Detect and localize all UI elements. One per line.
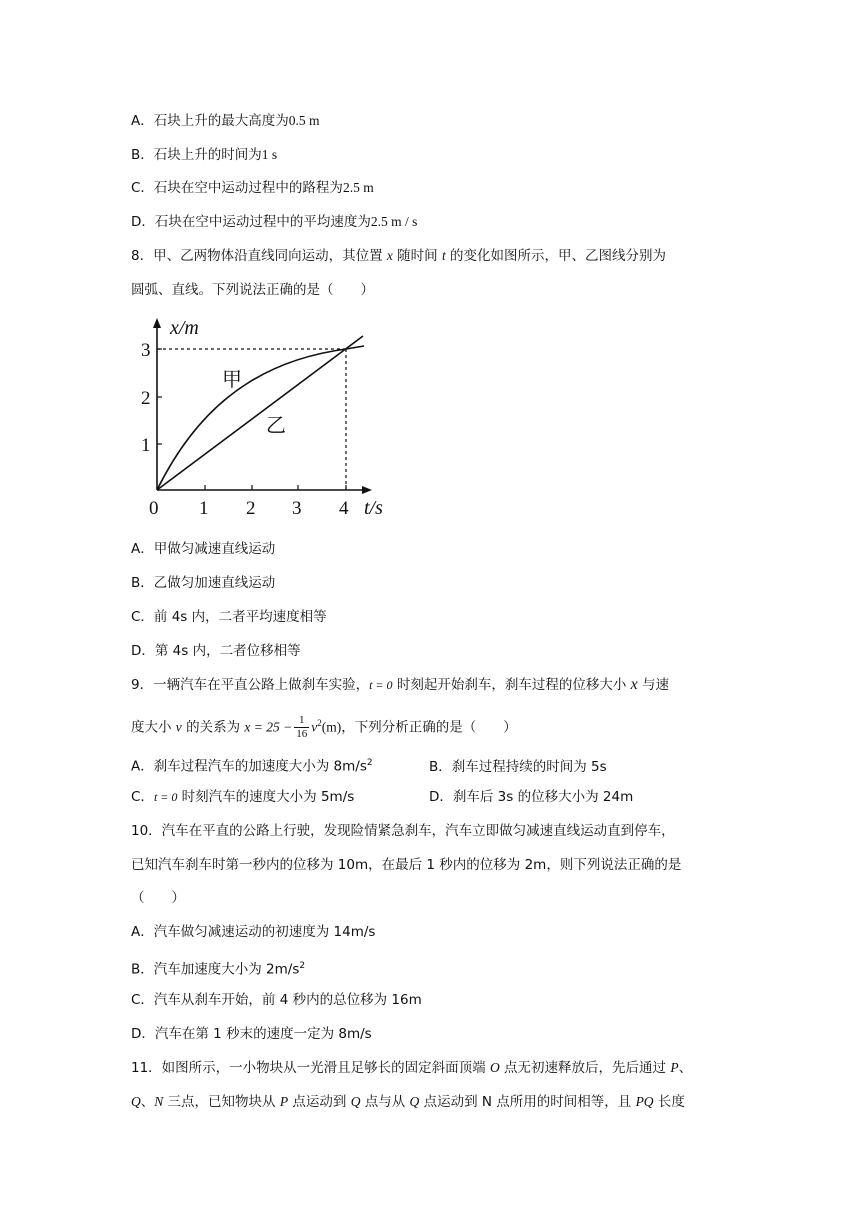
curve-jia-label: 甲 — [222, 369, 242, 391]
q9-equation-left: x = 25 − — [244, 719, 293, 735]
q7-option-b-value: 1 s — [261, 147, 278, 162]
q8-option-b: B．乙做匀加速直线运动 — [131, 575, 276, 591]
curve-jia — [157, 346, 364, 490]
x-tick-label-4: 4 — [339, 498, 349, 519]
q9-equation-fraction: $\frac{1}{16}$ — [296, 714, 308, 740]
q7-option-d-value: 2.5 m / s — [370, 214, 418, 229]
q10-stem-line1: 10．汽车在平直的公路上行驶，发现险情紧急刹车，汽车立即做匀减速直线运动直到停车， — [131, 823, 675, 839]
q9-option-c: C．t = 0 时刻汽车的速度大小为 5m/s — [131, 789, 355, 805]
q8-option-c: C．前 4s 内，二者平均速度相等 — [131, 609, 327, 625]
q10-stem-line3: （ ） — [131, 890, 185, 906]
q9-option-d: D．刹车后 3s 的位移大小为 24m — [429, 789, 634, 805]
x-tick-label-1: 1 — [199, 498, 209, 519]
y-tick-label-1: 1 — [141, 435, 151, 456]
x-tick-label-0: 0 — [149, 498, 159, 519]
q10-option-a: A．汽车做匀减速运动的初速度为 14m/s — [131, 924, 376, 940]
line-yi-label: 乙 — [266, 415, 286, 437]
q8-stem-line1: 8．甲、乙两物体沿直线同向运动，其位置 x 随时间 t 的变化如图所示，甲、乙图线分别为 — [131, 248, 667, 264]
q10-option-b: B．汽车加速度大小为 $2m/s^2$ — [131, 961, 306, 978]
q9-option-b: B．刹车过程持续的时间为 5s — [429, 758, 607, 775]
q11-stem-line2: Q、N 三点，已知物块从 P 点运动到 Q 点与从 Q 点运动到 N 点所用的时间相等，且 PQ 长度 — [131, 1094, 685, 1110]
q9-options-row2 — [131, 787, 633, 807]
y-tick-label-3: 3 — [141, 340, 151, 361]
q10-option-c: C．汽车从刹车开始，前 4 秒内的总位移为 16m — [131, 992, 422, 1008]
q10-option-d: D．汽车在第 1 秒末的速度一定为 8m/s — [131, 1026, 372, 1042]
q8-position-time-graph — [138, 312, 398, 522]
q9-stem-line2: 度大小 v 的关系为 x = 25 − $\frac{1}{16}$ $v^2(m)$，下列分析正确的是（ ） — [131, 714, 517, 740]
q10-stem-line2: 已知汽车刹车时第一秒内的位移为 10m，在最后 1 秒内的位移为 2m，则下列说法正确的是 — [131, 857, 682, 873]
q8-option-d: D．第 4s 内，二者位移相等 — [131, 643, 301, 659]
y-tick-label-2: 2 — [141, 388, 151, 409]
q9-stem-line1: 9．一辆汽车在平直公路上做刹车实验，t = 0 时刻起开始刹车，刹车过程的位移大小 x 与速 — [131, 676, 670, 693]
q7-option-a-value: 0.5 m — [288, 113, 320, 128]
q8-option-a: A．甲做匀减速直线运动 — [131, 541, 276, 557]
x-tick-label-3: 3 — [292, 498, 302, 519]
y-axis-label: x/m — [170, 317, 199, 339]
q7-option-c-value: 2.5 m — [342, 180, 374, 195]
x-tick-label-2: 2 — [246, 498, 256, 519]
q7-option-d: D．石块在空中运动过程中的平均速度为2.5 m / s — [131, 214, 418, 230]
y-axis-arrow — [153, 318, 161, 328]
q9-option-a: A．刹车过程汽车的加速度大小为 $8m/s^2$ — [131, 758, 373, 775]
q9-options-row1 — [131, 753, 607, 777]
q7-option-c: C．石块在空中运动过程中的路程为2.5 m — [131, 180, 374, 196]
q7-option-a: A．石块上升的最大高度为0.5 m — [131, 113, 320, 129]
q8-stem-line2: 圆弧、直线。下列说法正确的是（ ） — [131, 282, 374, 298]
q7-option-b: B．石块上升的时间为1 s — [131, 147, 278, 163]
x-axis-arrow — [362, 486, 372, 494]
q11-stem-line1: 11．如图所示，一小物块从一光滑且足够长的固定斜面顶端 O 点无初速释放后，先后通过 P、 — [131, 1060, 693, 1076]
line-yi — [157, 336, 363, 490]
x-axis-label: t/s — [364, 497, 383, 519]
